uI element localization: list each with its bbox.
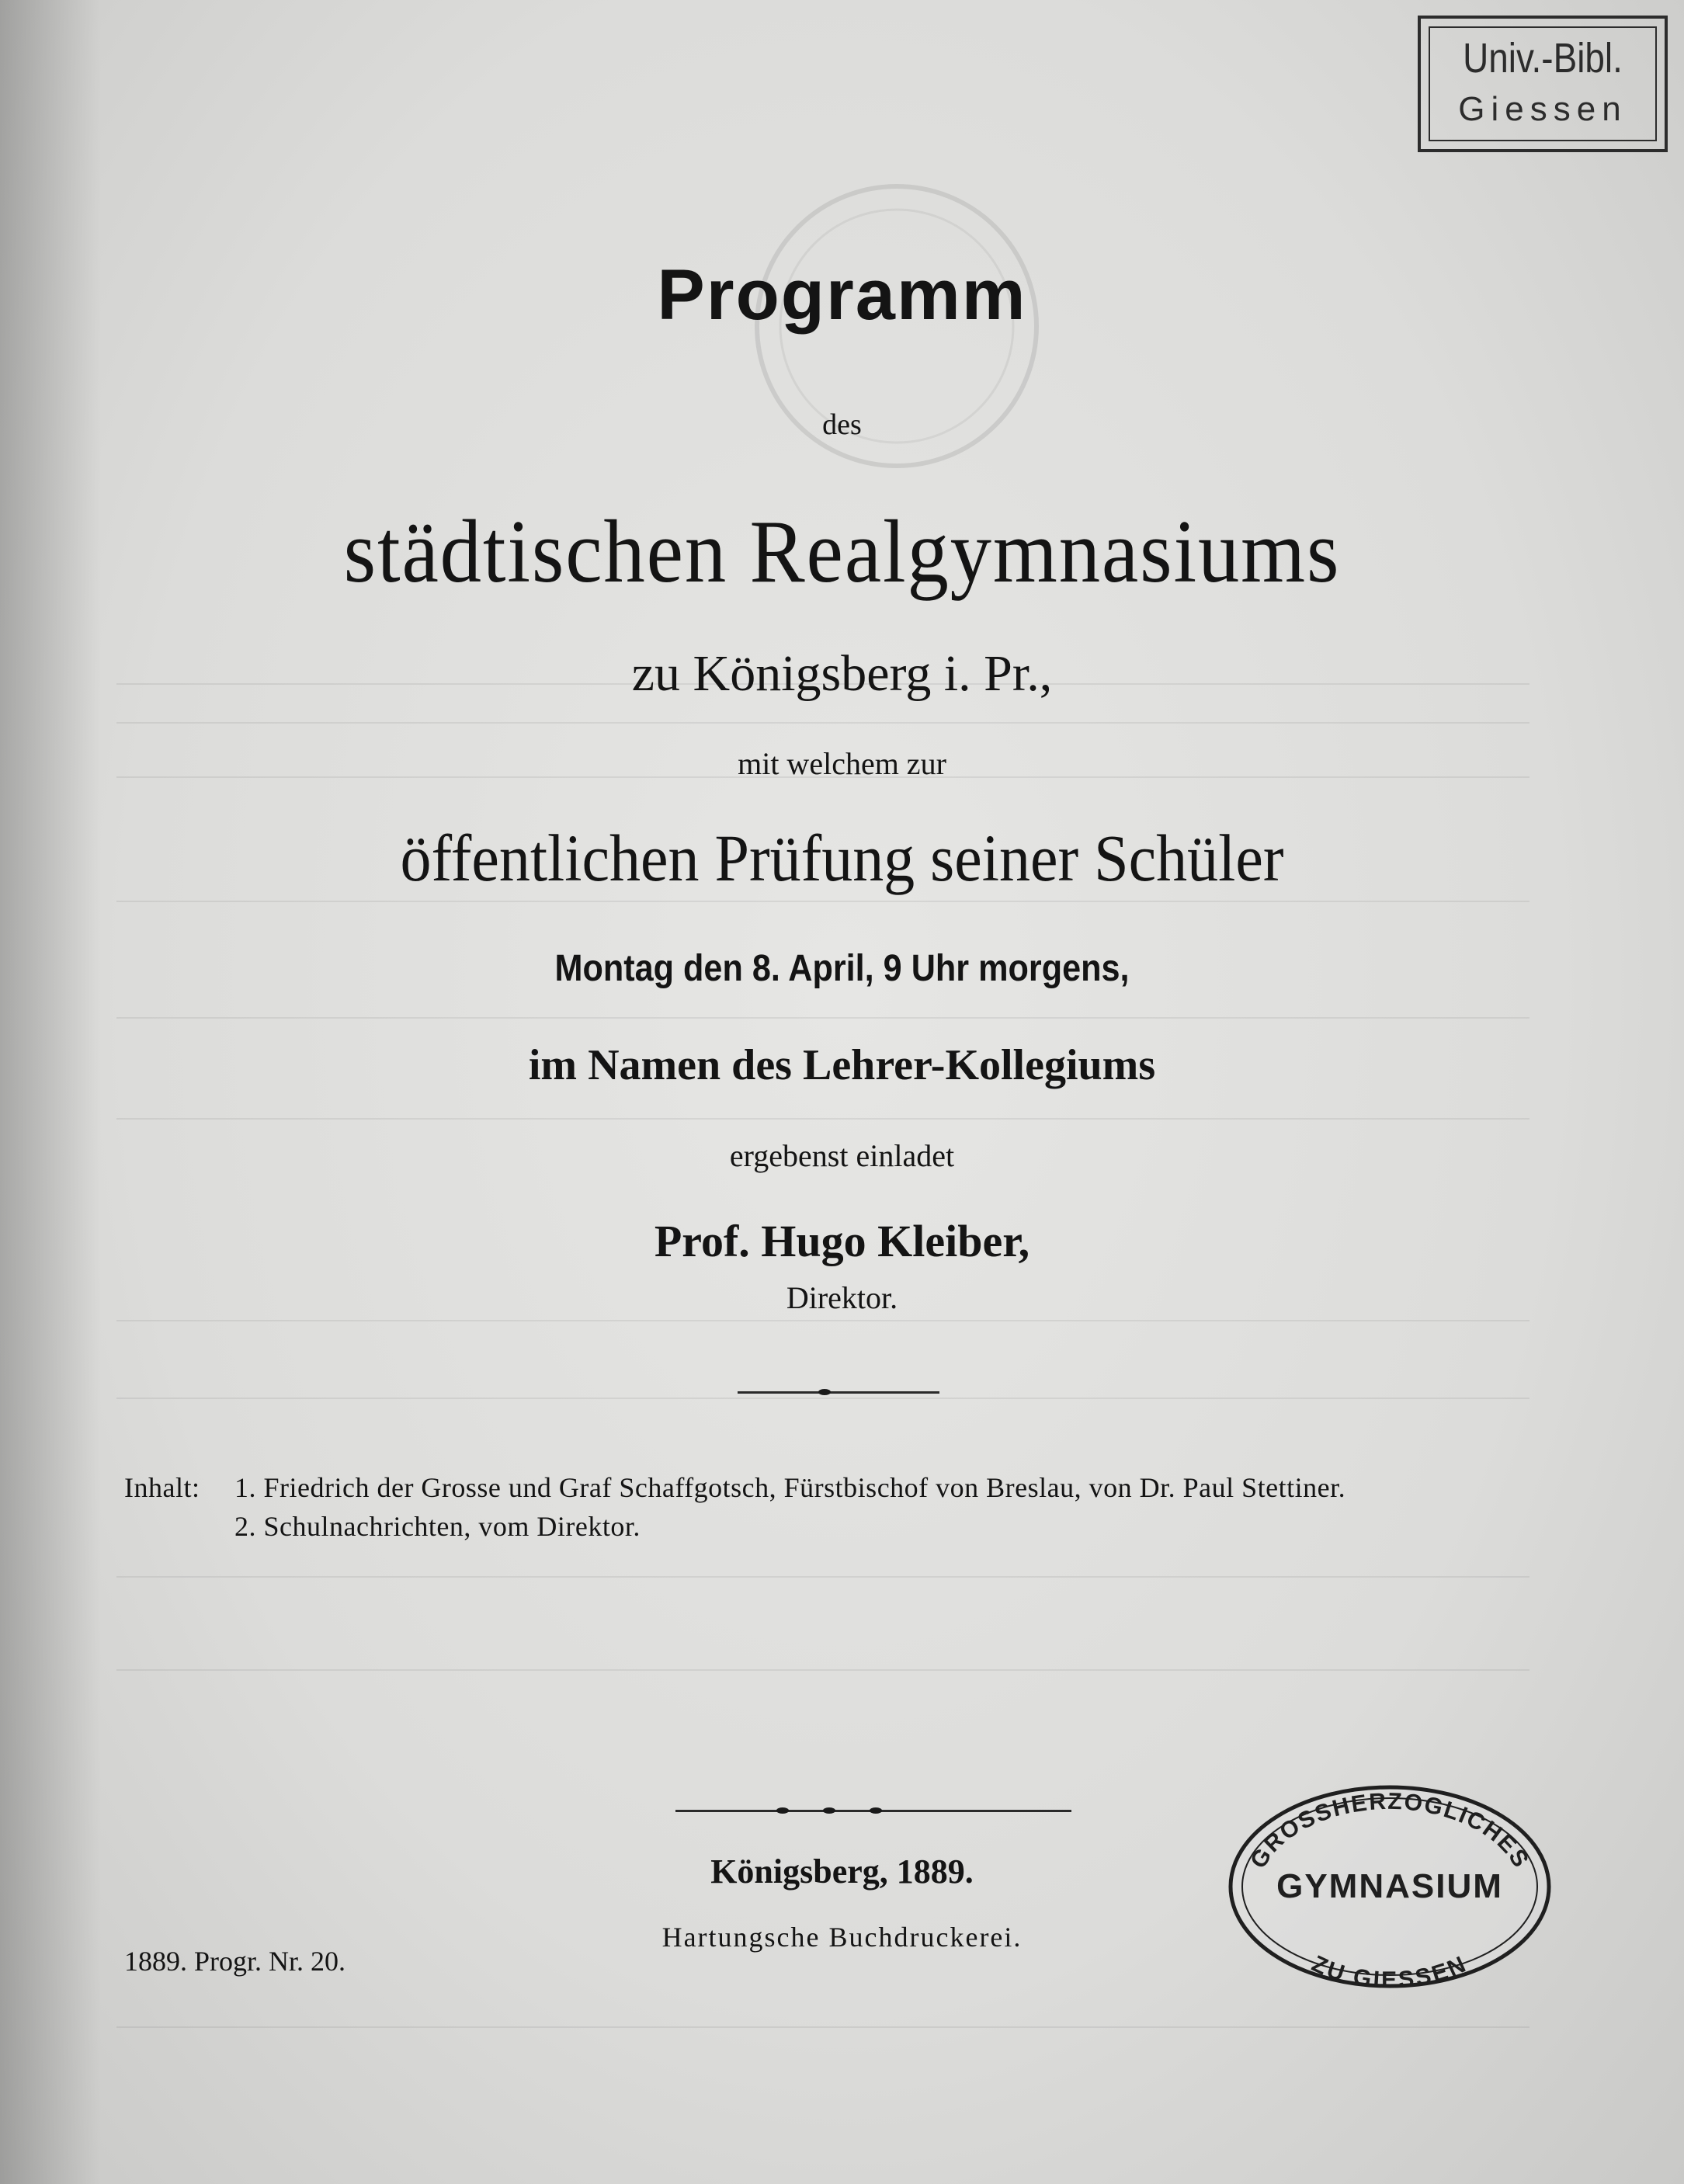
divider-ornament bbox=[818, 1389, 831, 1395]
contents-item: 1. Friedrich der Grosse und Graf Schaffgotsch, Fürstbischof von Breslau, von Dr. Paul Stettiner. bbox=[234, 1472, 1346, 1503]
stamp-center-text: GYMNASIUM bbox=[1276, 1867, 1503, 1905]
exam-title: öffentlichen Prüfung seiner Schüler bbox=[400, 821, 1284, 895]
contents-block bbox=[124, 1471, 1345, 1549]
contents-item: 2. Schulnachrichten, vom Direktor. bbox=[234, 1511, 641, 1542]
divider-ornament bbox=[776, 1807, 789, 1814]
show-through-line bbox=[116, 1017, 1529, 1019]
contents-row bbox=[124, 1510, 1345, 1549]
library-stamp-line1: Univ.-Bibl. bbox=[1463, 35, 1623, 82]
divider-ornament bbox=[870, 1807, 882, 1814]
stamp-top-text: GROSSHERZOGLICHES bbox=[1245, 1788, 1534, 1873]
show-through-line bbox=[116, 1398, 1529, 1399]
connector-text: mit welchem zur bbox=[738, 746, 946, 781]
place-and-year: Königsberg, 1889. bbox=[710, 1852, 974, 1891]
document-title: Programm bbox=[657, 255, 1027, 335]
school-name: städtischen Realgymnasiums bbox=[343, 502, 1341, 602]
show-through-line bbox=[116, 1320, 1529, 1321]
contents-label: Inhalt: bbox=[124, 1472, 200, 1503]
ornamental-divider-top bbox=[738, 1391, 939, 1394]
contents-row bbox=[124, 1471, 1345, 1510]
library-stamp-line2: Giessen bbox=[1458, 90, 1627, 128]
show-through-line bbox=[116, 2026, 1529, 2028]
school-city: zu Königsberg i. Pr., bbox=[631, 645, 1053, 702]
show-through-line bbox=[116, 722, 1529, 724]
show-through-line bbox=[116, 1669, 1529, 1671]
exam-date-time: Montag den 8. April, 9 Uhr morgens, bbox=[554, 948, 1130, 989]
library-stamp bbox=[1418, 16, 1668, 152]
invitation-line: ergebenst einladet bbox=[729, 1138, 955, 1173]
stamp-bottom-text: ZU GIESSEN bbox=[1307, 1950, 1472, 1994]
program-number: 1889. Progr. Nr. 20. bbox=[124, 1946, 346, 1977]
director-name: Prof. Hugo Kleiber, bbox=[654, 1216, 1030, 1266]
gymnasium-stamp bbox=[1219, 1778, 1561, 1995]
show-through-line bbox=[116, 1118, 1529, 1120]
show-through-line bbox=[116, 901, 1529, 902]
show-through-line bbox=[116, 1576, 1529, 1578]
title-article: des bbox=[822, 408, 862, 441]
on-behalf-line: im Namen des Lehrer-Kollegiums bbox=[528, 1041, 1156, 1089]
director-role: Direktor. bbox=[786, 1280, 898, 1315]
printer-name: Hartungsche Buchdruckerei. bbox=[661, 1922, 1023, 1953]
divider-ornament bbox=[823, 1807, 835, 1814]
